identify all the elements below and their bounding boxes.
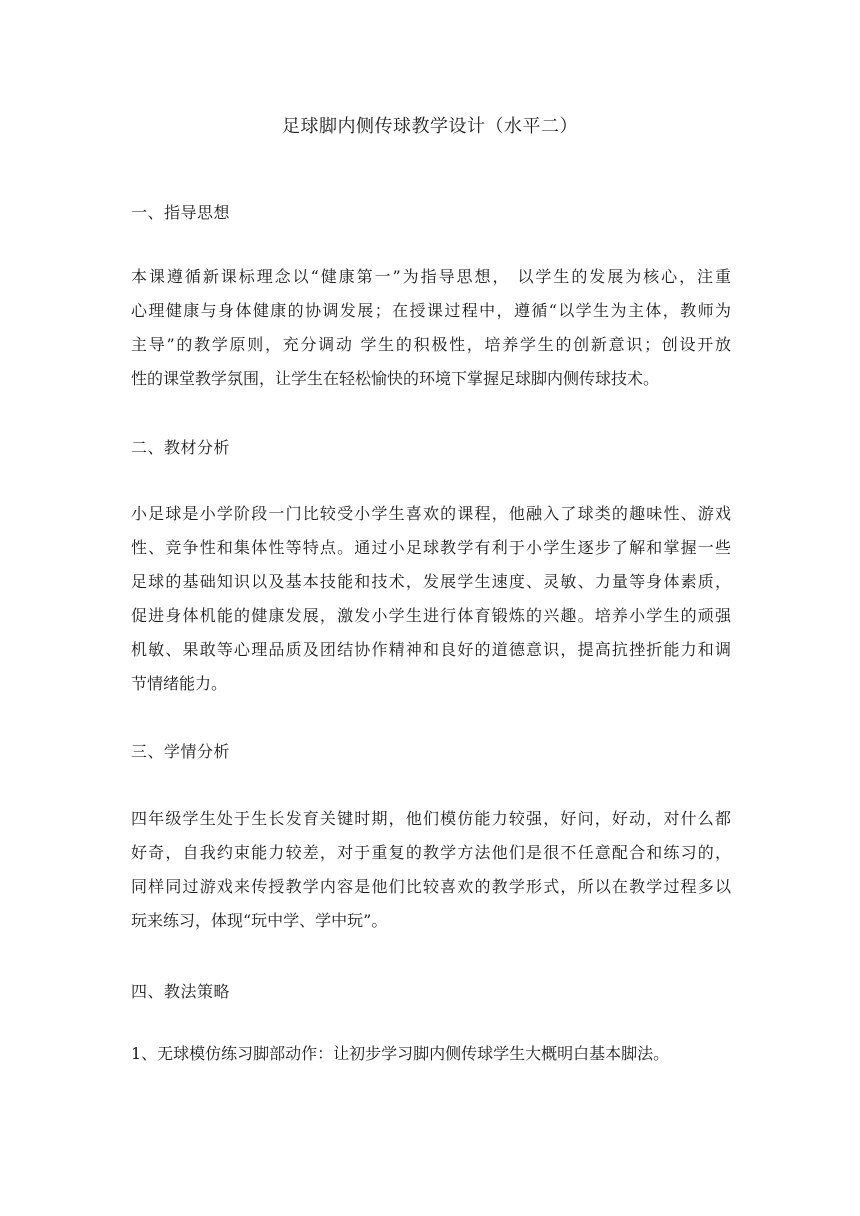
section-heading-guiding-ideology: 一、指导思想 [131, 203, 231, 222]
paragraph-line: 性的课堂教学氛围，让学生在轻松愉快的环境下掌握足球脚内侧传球技术。 [131, 369, 660, 388]
paragraph-line: 小足球是小学阶段一门比较受小学生喜欢的课程，他融入了球类的趣味性、游戏 [131, 504, 731, 523]
paragraph-line: 足球的基础知识以及基本技能和技术，发展学生速度、灵敏、力量等身体素质， [131, 572, 731, 591]
paragraph-line: 节情绪能力。 [131, 674, 228, 693]
paragraph-line: 1、无球模仿练习脚部动作：让初步学习脚内侧传球学生大概明白基本脚法。 [131, 1044, 670, 1063]
section-body-material-analysis [131, 497, 731, 701]
document-title: 足球脚内侧传球教学设计（水平二） [282, 116, 578, 137]
section-heading-material-analysis: 二、教材分析 [131, 438, 231, 457]
section-heading-student-analysis: 三、学情分析 [131, 742, 231, 761]
section-body-student-analysis [131, 802, 731, 938]
paragraph-line: 主导”的教学原则，充分调动 学生的积极性，培养学生的创新意识；创设开放 [131, 335, 731, 354]
section-body-guiding-ideology [131, 260, 731, 396]
paragraph-line: 本课遵循新课标理念以“健康第一”为指导思想， 以学生的发展为核心，注重 [131, 267, 731, 286]
paragraph-line: 促进身体机能的健康发展，激发小学生进行体育锻炼的兴趣。培养小学生的顽强 [131, 606, 731, 625]
paragraph-line: 性、竞争性和集体性等特点。通过小足球教学有利于小学生逐步了解和掌握一些 [131, 538, 731, 557]
paragraph-line: 心理健康与身体健康的协调发展；在授课过程中，遵循“以学生为主体，教师为 [131, 301, 731, 320]
paragraph-line: 机敏、果敢等心理品质及团结协作精神和良好的道德意识，提高抗挫折能力和调 [131, 640, 731, 659]
paragraph-line: 同样同过游戏来传授教学内容是他们比较喜欢的教学形式，所以在教学过程多以 [131, 877, 731, 896]
paragraph-line: 玩来练习，体现“玩中学、学中玩”。 [131, 911, 388, 930]
section-heading-teaching-strategy: 四、教法策略 [131, 982, 231, 1001]
paragraph-line: 四年级学生处于生长发育关键时期，他们模仿能力较强，好问，好动，对什么都 [131, 809, 731, 828]
section-body-teaching-strategy [131, 1037, 731, 1071]
paragraph-line: 好奇，自我约束能力较差，对于重复的教学方法他们是很不任意配合和练习的， [131, 843, 731, 862]
